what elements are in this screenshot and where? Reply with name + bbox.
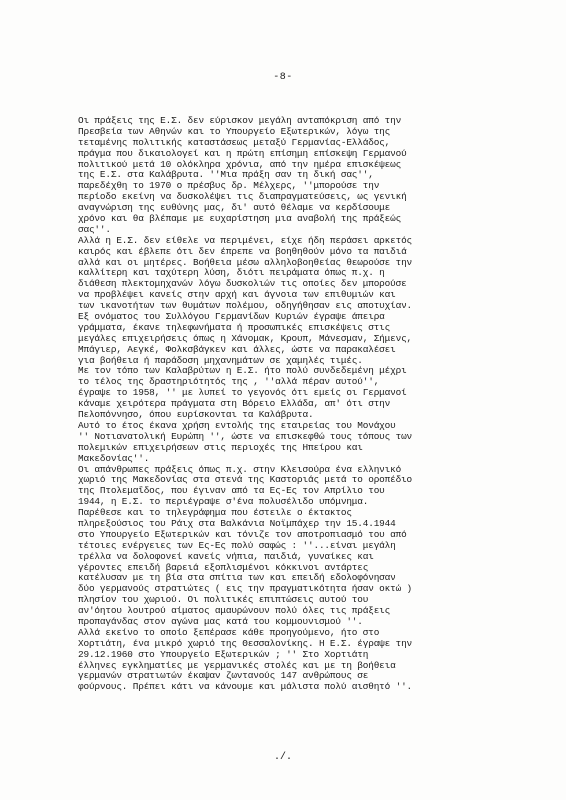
text-line: Πελοπόννησο, όπου ευρίσκονται τα Καλάβρυτα.	[78, 410, 314, 421]
text-line: γερμανών στρατιωτών έκαψαν ζωντανούς 147 ανθρώπους σε	[78, 671, 369, 682]
text-line: στο Υπουργείο Εξωτερικών και τόνιζε τον αποτροπιασμό του από	[78, 529, 407, 540]
text-line: πολεμικών επιχειρήσεων στις περιοχές της Ηπείρου και	[78, 442, 363, 453]
text-line: δύο γερμανούς στρατιώτες ( εις την πραγματικότητα ήσαν οκτώ )	[78, 584, 413, 595]
text-line: παρεδέχθη το 1970 ο πρέσβυς δρ. Μέλχερς, ''μπορούσε την	[78, 181, 380, 192]
text-line: να προβλέψει κανείς στην αρχή και άγνοια των επιθυμιών και	[78, 290, 396, 301]
text-line: πολιτικού μετά 10 ολόκληρα χρόνια, από την ημέρα επισκέψεως	[78, 159, 402, 170]
text-line: περίοδο εκείνη να δυσκολέψει τις διαπραγματεύσεις, ως γενική	[78, 192, 407, 203]
text-line: Μπάγιερ, Αεγκέ, Φολκσβάγκεν και άλλες, ώστε να παρακαλέσει	[78, 344, 396, 355]
text-line: κάναμε χειρότερα πράγματα στη Βόρειο Ελλάδα, απ' ότι στην	[78, 399, 391, 410]
text-line: Αυτό το έτος έκανα χρήση εντολής της εταιρείας του Μονάχου	[78, 420, 396, 431]
text-line: σας''.	[78, 224, 111, 235]
text-line: γέροντες επειδή βαρειά εξοπλισμένοι κόκκινοι αντάρτες	[78, 562, 369, 573]
text-line: Παρέθεσε και το τηλεγράφημα που έστειλε ο έκτακτος	[78, 508, 352, 519]
text-line: 29.12.1960 στο Υπουργείο Εξωτερικών ; '' Στο Χορτιάτη	[78, 649, 369, 660]
text-line: χωριό της Μακεδονίας στα στενά της Καστοριάς μετά το οροπέδιο	[78, 475, 413, 486]
text-line: Εξ ονόματος του Συλλόγου Γερμανίδων Κυριών έγραψε άπειρα	[78, 312, 385, 323]
text-line: τέτοιες ενέργειες των Ες-Ες πολύ σαφώς : ''...είναι μεγάλη	[78, 540, 396, 551]
text-line: χρόνο και θα βλέπαμε με ευχαρίστηση μια αναβολή της πράξεώς	[78, 214, 402, 225]
continuation-mark: ./.	[273, 752, 292, 763]
text-line: κατέλυσαν με τη βία στα σπίτια των και επειδή εδολοφόνησαν	[78, 573, 396, 584]
text-line: Οι απάνθρωπες πράξεις όπως π.χ. στην Κλεισούρα ένα ελληνικό	[78, 464, 402, 475]
text-line: έγραψε το 1958, '' με λυπεί το γεγονός ότι εμείς οι Γερμανοί	[78, 388, 407, 399]
text-line: αναγνώριση της ευθύνης μας, δι' αυτό θέλαμε να κερδίσουμε	[78, 203, 391, 214]
text-line: το τέλος της δραστηριότητός της , ''αλλά πέραν αυτού'',	[78, 377, 380, 388]
text-line: έλληνες εγκληματίες με γερμανικές στολές και με τη βοήθεια	[78, 660, 396, 671]
text-line: πλησίον του χωριού. Οι πολιτικές επιπτώσεις αυτού του	[78, 595, 369, 606]
text-line: Μακεδονίας''.	[78, 453, 150, 464]
text-line: της Πτολεμαΐδος, που έγιναν από τα Ες-Ες τον Απρίλιο του	[78, 486, 385, 497]
text-line: καλλίτερη και ταχύτερη λύση, διότι πειράματα όπως π.χ. η	[78, 268, 385, 279]
text-line: Με τον τόπο των Καλαβρύτων η Ε.Σ. ήτο πολύ συνδεδεμένη μέχρι	[78, 366, 407, 377]
text-line: προπαγάνδας στον αγώνα μας κατά του κομμουνισμού ''.	[78, 616, 363, 627]
text-line: '' Νοτιανατολική Ευρώπη '', ώστε να επισκεφθώ τους τόπους των	[78, 431, 413, 442]
text-line: πληρεξούσιος του Ράιχ στα Βαλκάνια Νοϊμπάχερ την 15.4.1944	[78, 518, 396, 529]
text-line: Χορτιάτη, ένα μικρό χωριό της Θεσσαλονίκης. Η Ε.Σ. έγραψε την	[78, 638, 413, 649]
text-line: Οι πράξεις της Ε.Σ. δεν εύρισκον μεγάλη ανταπόκριση από την	[78, 116, 402, 126]
text-line: πράγμα που δικαιολογεί και η πρώτη επίσημη επίσκεψη Γερμανού	[78, 148, 407, 159]
text-line: φούρνους. Πρέπει κάτι να κάνουμε και μάλιστα πολύ αισθητό ''.	[78, 682, 413, 693]
text-line: 1944, η Ε.Σ. το περιέγραψε σ'ένα πολυσέλιδο υπόμνημα.	[78, 497, 369, 508]
text-line: Αλλά η Ε.Σ. δεν είθελε να περιμένει, είχε ήδη περάσει αρκετός	[78, 235, 413, 246]
text-line: τρέλλα να δολοφονεί κανείς νήπια, παιδιά, γυναίκες και	[78, 551, 374, 562]
text-line: αν'όητου λουτρού αίματος αμαυρώνουν πολύ όλες τις πράξεις	[78, 606, 391, 617]
text-line: καιρός και έβλεπε ότι δεν έπρεπε να βοηθηθούν μόνο τα παιδιά	[78, 246, 407, 257]
text-line: αλλά και οι μητέρες. Βοήθεια μέσω αλληλοβοηθείας θεωρούσε την	[78, 257, 413, 268]
text-line: γράμματα, έκανε τηλεφωνήματα ή προσωπικές επισκέψεις στις	[78, 322, 391, 333]
body-text	[78, 116, 518, 693]
page-number: -8-	[273, 72, 293, 83]
text-line: μεγάλες επιχειρήσεις όπως η Χάνομακ, Κρουπ, Μάνεσμαν, Σήμενς,	[78, 333, 413, 344]
text-line: Αλλά εκείνο το οποίο ξεπέρασε κάθε προηγούμενο, ήτο στο	[78, 627, 380, 638]
text-line: της Ε.Σ. στα Καλάβρυτα. ''Μια πράξη σαν τη δική σας'',	[78, 170, 374, 181]
text-line: διάθεση πλεκτομηχανών λόγω δυσκολιών τις οποίες δεν μπορούσε	[78, 279, 407, 290]
text-line: Πρεσβεία των Αθηνών και το Υπουργείο Εξωτερικών, λόγω της	[78, 126, 391, 137]
text-line: για βοήθεια ή παράδοση μηχανημάτων σε χαμηλές τιμές.	[78, 355, 363, 366]
text-line: των ικανοτήτων των θυμάτων πολέμου, οδηγήθησαν εις αποτυχίαν.	[78, 301, 413, 312]
text-line: τεταμένης πολιτικής καταστάσεως μεταξύ Γερμανίας-Ελλάδος,	[78, 137, 391, 148]
